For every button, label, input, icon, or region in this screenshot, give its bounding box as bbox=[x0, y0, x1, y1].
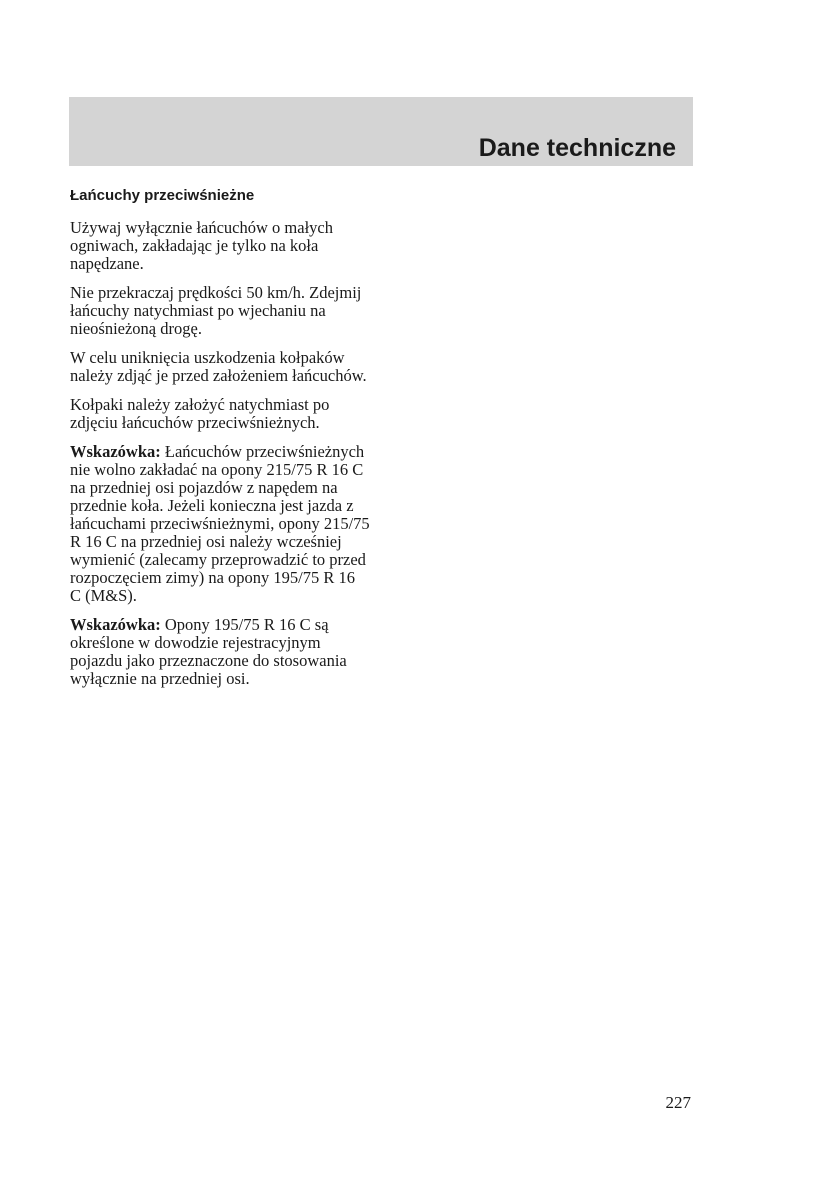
paragraph-hubcaps-refit: Kołpaki należy założyć natychmiast po zdjęciu łańcuchów przeciwśnieżnych. bbox=[70, 395, 330, 432]
page-number: 227 bbox=[665, 1093, 691, 1112]
header-band bbox=[69, 97, 693, 166]
note-text: Opony 195/75 R 16 C są określone w dowodzie rejestracyjnym pojazdu jako przeznaczone do stosowania wyłącznie na przedniej osi. bbox=[70, 615, 347, 688]
paragraph-hubcaps-removal: W celu uniknięcia uszkodzenia kołpaków należy zdjąć je przed założeniem łańcuchów. bbox=[70, 348, 367, 385]
paragraph-chains-usage: Używaj wyłącznie łańcuchów o małych ogniwach, zakładając je tylko na koła napędzane. bbox=[70, 218, 333, 273]
paragraph-speed-limit: Nie przekraczaj prędkości 50 km/h. Zdejmij łańcuchy natychmiast po wjechaniu na nieośnieżoną drogę. bbox=[70, 283, 362, 338]
content-column bbox=[70, 187, 370, 699]
note-front-axle-tyres bbox=[70, 443, 370, 605]
note-label: Wskazówka: bbox=[70, 442, 161, 461]
note-registration bbox=[70, 616, 370, 688]
note-label: Wskazówka: bbox=[70, 615, 161, 634]
page-title: Dane techniczne bbox=[478, 134, 676, 162]
section-heading: Łańcuchy przeciwśnieżne bbox=[70, 187, 255, 204]
note-text: Łańcuchów przeciwśnieżnych nie wolno zakładać na opony 215/75 R 16 C na przedniej osi pojazdów z napędem na przednie koła. Jeżeli konieczna jest jazda z łańcuchami przeciwśnieżnymi, opony 215/75 R 16 C na przedniej osi należy wcześniej wymienić (zalecamy przeprowadzić to przed rozpoczęciem zimy) na opony 195/75 R 16 C (M&S). bbox=[70, 442, 370, 605]
